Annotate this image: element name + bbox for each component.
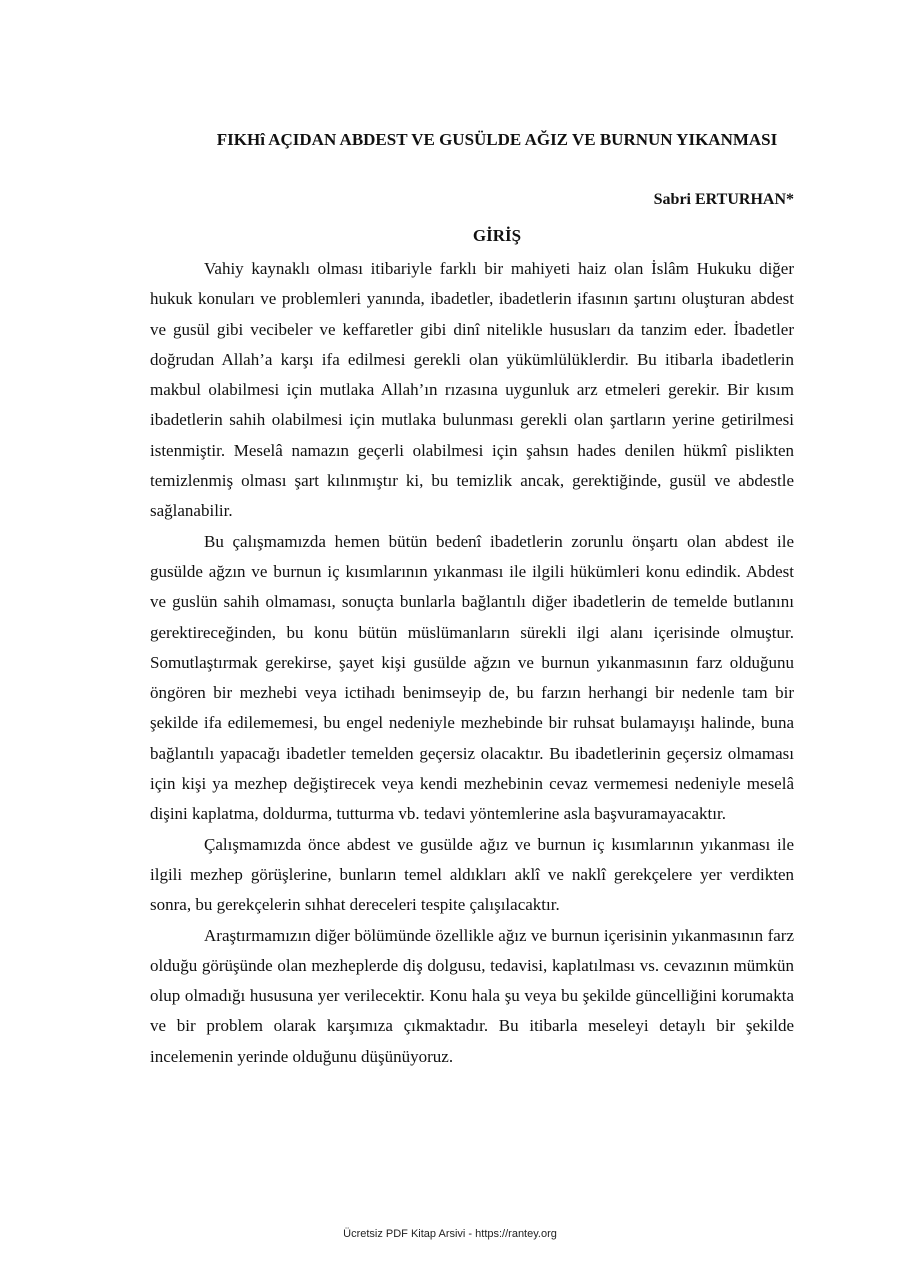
article-body (150, 254, 794, 1072)
author-name: Sabri ERTURHAN* (653, 191, 794, 208)
page-footer: Ücretsiz PDF Kitap Arsivi - https://rantey.org (343, 1228, 557, 1240)
body-paragraph: Bu çalışmamızda hemen bütün bedenî ibadetlerin zorunlu önşartı olan abdest ile gusülde ağzın ve burnun iç kısımlarının yıkanması ile ilgili hükümleri konu edindik. Abdest ve guslün sahih olmaması, sonuçta bunlarla bağlantılı diğer ibadetlerin de temelde butlanını gerektireceğinden, bu konu bütün müslümanların sürekli ilgi alanı içerisinde olmuştur. Somutlaştırmak gerekirse, şayet kişi gusülde ağzın ve burnun yıkanmasının farz olduğunu öngören bir mezhebi veya ictihadı benimseyip de, bu farzın herhangi bir nedenle tam bir şekilde ifa edilememesi, bu engel nedeniyle mezhebinde bir ruhsat bulamayışı halinde, buna bağlantılı yapacağı ibadetler temelden geçersiz olacaktır. Bu ibadetlerinin geçersiz olmaması için kişi ya mezhep değiştirecek veya kendi mezhebinin cevaz vermemesi nedeniyle meselâ dişini kaplatma, doldurma, tutturma vb. tedavi yöntemlerine asla başvuramayacaktır. (150, 531, 794, 824)
body-paragraph: Araştırmamızın diğer bölümünde özellikle ağız ve burnun içerisinin yıkanmasının farz olduğu görüşünde olan mezheplerde diş dolgusu, tedavisi, kaplatılması vs. cevazının mümkün olup olmadığı hususuna yer verilecektir. Konu hala şu veya bu şekilde güncelliğini korumakta ve bir problem olarak karşımıza çıkmaktadır. Bu itibarla meseleyi detaylı bir şekilde incelemenin yerinde olduğunu düşünüyoruz. (150, 925, 794, 1066)
body-paragraph: Vahiy kaynaklı olması itibariyle farklı bir mahiyeti haiz olan İslâm Hukuku diğer hukuk konuları ve problemleri yanında, ibadetler, ibadetlerin ifasının şartını oluşturan abdest ve gusül gibi vecibeler ve keffaretler gibi dinî nitelikle hususları da tanzim eder. İbadetler doğrudan Allah’a karşı ifa edilmesi gerekli olan yükümlülüklerdir. Bu itibarla ibadetlerin makbul olabilmesi için mutlaka Allah’ın rızasına uygunluk arz etmeleri gerekir. Bir kısım ibadetlerin sahih olabilmesi için mutlaka bulunması gerekli olan şartların yerine getirilmesi istenmiştir. Meselâ namazın geçerli olabilmesi için şahsın hades denilen hükmî pislikten temizlenmiş olması şart kılınmıştır ki, bu temizlik ancak, gerektiğinde, gusül ve abdestle sağlanabilir. (150, 259, 794, 521)
section-heading: GİRİŞ (472, 226, 522, 245)
article-title: FIKHî AÇIDAN ABDEST VE GUSÜLDE AĞIZ VE BURNUN YIKANMASI (216, 130, 778, 149)
body-paragraph: Çalışmamızda önce abdest ve gusülde ağız ve burnun iç kısımlarının yıkanması ile ilgili mezhep görüşlerine, bunların temel aldıkları aklî ve naklî gerekçelere yer verdikten sonra, bu gerekçelerin sıhhat dereceleri tespite çalışılacaktır. (150, 834, 794, 915)
